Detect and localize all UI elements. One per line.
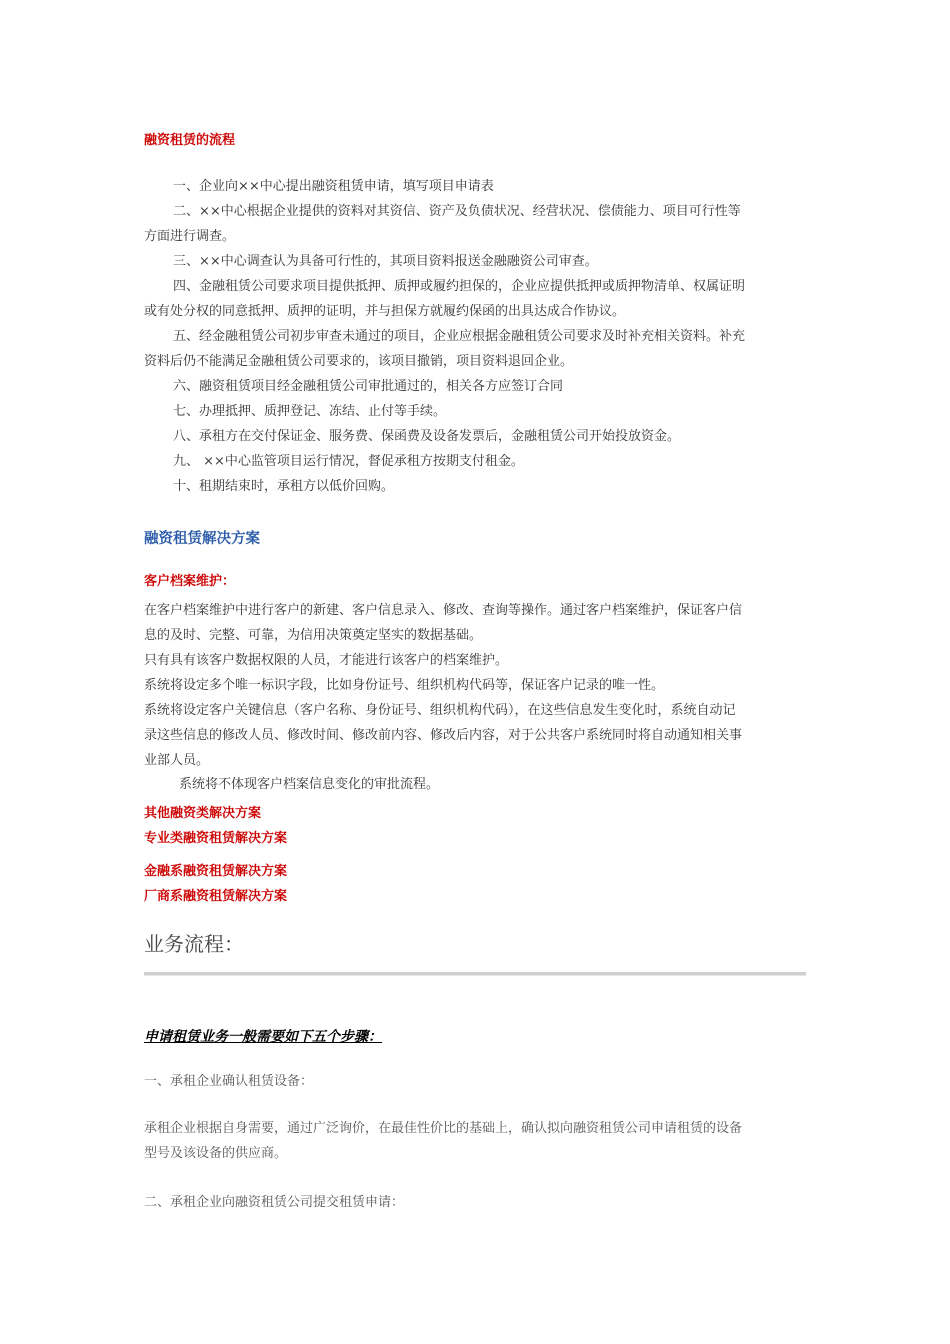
link-financial-solutions[interactable]: 金融系融资租赁解决方案 — [144, 864, 288, 879]
flow-step-5-cont: 资料后仍不能满足金融租赁公司要求的，该项目撤销，项目资料退回企业。 — [144, 354, 574, 369]
solution-title: 融资租赁解决方案 — [144, 531, 260, 547]
solution-line-3: 只有具有该客户数据权限的人员，才能进行该客户的档案维护。 — [144, 653, 509, 668]
solution-line-1: 在客户档案维护中进行客户的新建、客户信息录入、修改、查询等操作。通过客户档案维护，保证客户信 — [144, 603, 743, 618]
business-line-3: 型号及该设备的供应商。 — [144, 1146, 288, 1161]
flow-step-7: 七、办理抵押、质押登记、冻结、止付等手续。 — [173, 404, 447, 419]
section-divider — [144, 972, 806, 976]
flow-step-5: 五、经金融租赁公司初步审查未通过的项目，企业应根据金融租赁公司要求及时补充相关资料。补充 — [173, 329, 746, 344]
business-line-2: 承租企业根据自身需要，通过广泛询价，在最佳性价比的基础上，确认拟向融资租赁公司申请租赁的设备 — [144, 1121, 743, 1136]
solution-line-7: 业部人员。 — [144, 753, 210, 768]
flow-step-6: 六、融资租赁项目经金融租赁公司审批通过的，相关各方应签订合同 — [173, 379, 564, 394]
flow-step-2-cont: 方面进行调查。 — [144, 229, 236, 244]
business-line-1: 一、承租企业确认租赁设备： — [144, 1074, 314, 1089]
solution-line-6: 录这些信息的修改人员、修改时间、修改前内容、修改后内容，对于公共客户系统同时将自动通知相关事 — [144, 728, 743, 743]
business-line-4: 二、承租企业向融资租赁公司提交租赁申请： — [144, 1195, 405, 1210]
solution-line-4: 系统将设定多个唯一标识字段，比如身份证号、组织机构代码等，保证客户记录的唯一性。 — [144, 678, 665, 693]
flow-step-4: 四、金融租赁公司要求项目提供抵押、质押或履约担保的，企业应提供抵押或质押物清单、权属证明 — [173, 279, 746, 294]
steps-title: 申请租赁业务一般需要如下五个步骤： — [144, 1029, 382, 1045]
flow-title: 融资租赁的流程 — [144, 133, 236, 148]
flow-step-9: 九、 ××中心监管项目运行情况，督促承租方按期支付租金。 — [173, 454, 524, 469]
flow-step-1: 一、企业向××中心提出融资租赁申请，填写项目申请表 — [173, 179, 494, 194]
solution-subtitle: 客户档案维护： — [144, 574, 236, 589]
flow-step-3: 三、××中心调查认为具备可行性的，其项目资料报送金融融资公司审查。 — [173, 254, 598, 269]
link-manufacturer-solutions[interactable]: 厂商系融资租赁解决方案 — [144, 889, 288, 904]
link-other-solutions[interactable]: 其他融资类解决方案 — [144, 806, 262, 821]
link-professional-solutions[interactable]: 专业类融资租赁解决方案 — [144, 831, 288, 846]
flow-step-8: 八、承租方在交付保证金、服务费、保函费及设备发票后，金融租赁公司开始投放资金。 — [173, 429, 681, 444]
solution-line-8: 系统将不体现客户档案信息变化的审批流程。 — [179, 777, 440, 792]
flow-step-10: 十、租期结束时，承租方以低价回购。 — [173, 479, 395, 494]
flow-step-4-cont: 或有处分权的同意抵押、质押的证明，并与担保方就履约保函的出具达成合作协议。 — [144, 304, 626, 319]
flow-step-2: 二、××中心根据企业提供的资料对其资信、资产及负债状况、经营状况、偿债能力、项目可行性等 — [173, 204, 741, 219]
business-title: 业务流程： — [144, 932, 244, 956]
solution-line-5: 系统将设定客户关键信息（客户名称、身份证号、组织机构代码），在这些信息发生变化时，系统自动记 — [144, 703, 736, 718]
solution-line-2: 息的及时、完整、可靠，为信用决策奠定坚实的数据基础。 — [144, 628, 483, 643]
